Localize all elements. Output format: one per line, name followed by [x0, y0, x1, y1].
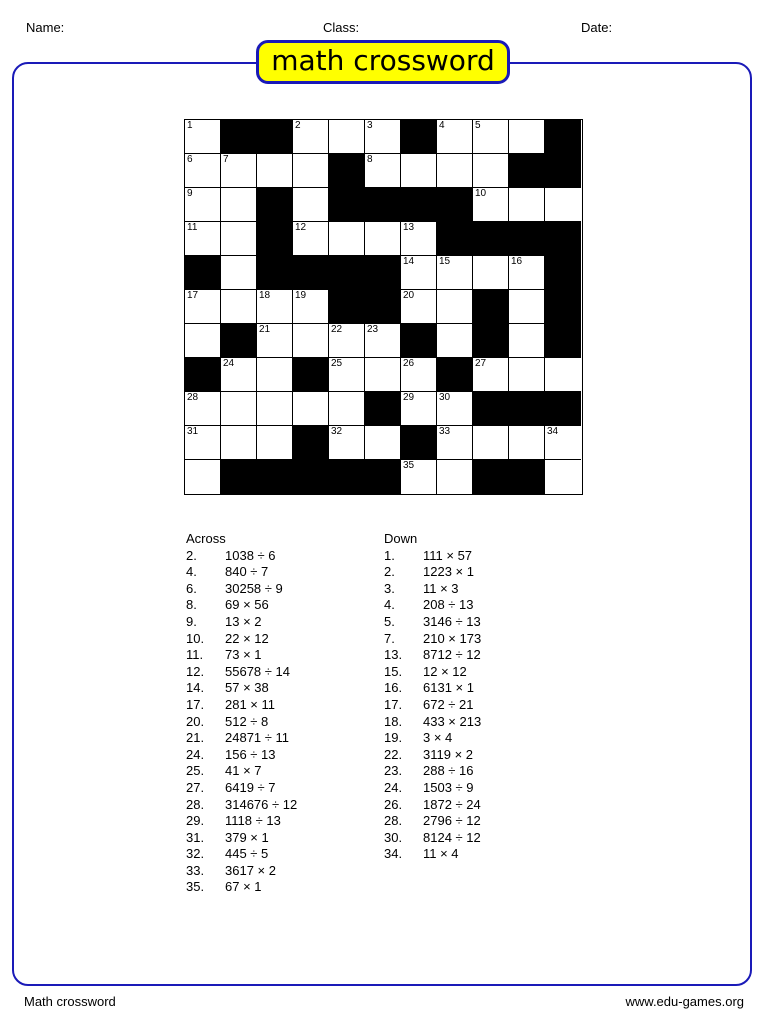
black-cell	[509, 222, 545, 256]
clue-item	[384, 780, 481, 797]
clue-number: 18	[259, 290, 271, 301]
black-cell	[545, 256, 581, 290]
clue-number: 32	[331, 426, 343, 437]
clue-number: 29.	[186, 813, 205, 829]
black-cell	[185, 358, 221, 392]
down-heading: Down	[384, 531, 418, 546]
clue-text: 8712 ÷ 12	[423, 647, 481, 663]
answer-cell[interactable]	[257, 154, 293, 188]
answer-cell[interactable]	[473, 358, 509, 392]
clue-number: 24	[223, 358, 235, 369]
clue-text: 67 × 1	[225, 879, 262, 895]
answer-cell[interactable]	[509, 290, 545, 324]
answer-cell[interactable]	[401, 460, 437, 494]
black-cell	[401, 188, 437, 222]
answer-cell[interactable]	[437, 460, 473, 494]
clue-number: 24.	[384, 779, 403, 795]
clue-item	[384, 631, 481, 648]
clue-number: 11.	[186, 647, 204, 663]
black-cell	[437, 188, 473, 222]
clue-number: 17	[187, 290, 199, 301]
answer-cell[interactable]	[257, 324, 293, 358]
answer-cell[interactable]	[329, 324, 365, 358]
answer-cell[interactable]	[293, 222, 329, 256]
clue-number: 14.	[186, 680, 205, 696]
answer-cell[interactable]	[257, 392, 293, 426]
clue-item	[384, 846, 481, 863]
across-clues	[186, 531, 297, 896]
black-cell	[473, 460, 509, 494]
clue-item	[186, 664, 297, 681]
across-heading: Across	[186, 531, 226, 546]
clue-number: 32.	[186, 846, 205, 862]
answer-cell[interactable]	[221, 256, 257, 290]
clue-item	[186, 680, 297, 697]
clue-number: 25	[331, 358, 343, 369]
clue-text: 73 × 1	[225, 647, 262, 663]
clue-text: 12 × 12	[423, 663, 467, 679]
clue-number: 33.	[186, 862, 205, 878]
black-cell	[293, 426, 329, 460]
clue-number: 4.	[186, 564, 197, 580]
answer-cell[interactable]	[221, 358, 257, 392]
black-cell	[473, 290, 509, 324]
clue-item	[186, 797, 297, 814]
clue-number: 7	[223, 154, 229, 165]
clue-item	[186, 548, 297, 565]
clue-item	[384, 647, 481, 664]
clue-item	[384, 763, 481, 780]
answer-cell[interactable]	[185, 120, 221, 154]
answer-cell[interactable]	[185, 460, 221, 494]
clue-text: 41 × 7	[225, 763, 262, 779]
clue-number: 30.	[384, 829, 403, 845]
clue-number: 17.	[384, 696, 403, 712]
date-label: Date:	[581, 20, 613, 35]
answer-cell[interactable]	[509, 120, 545, 154]
answer-cell[interactable]	[329, 120, 365, 154]
clue-item	[186, 747, 297, 764]
answer-cell[interactable]	[437, 290, 473, 324]
clue-text: 379 × 1	[225, 829, 269, 845]
clue-number: 2.	[186, 547, 197, 563]
black-cell	[437, 358, 473, 392]
answer-cell[interactable]	[437, 154, 473, 188]
clue-text: 1223 × 1	[423, 564, 474, 580]
answer-cell[interactable]	[257, 358, 293, 392]
black-cell	[545, 120, 581, 154]
answer-cell[interactable]	[293, 188, 329, 222]
black-cell	[545, 324, 581, 358]
answer-cell[interactable]	[401, 256, 437, 290]
clue-number: 35	[403, 460, 415, 471]
clue-text: 11 × 4	[423, 846, 459, 862]
answer-cell[interactable]	[221, 188, 257, 222]
clue-number: 28.	[384, 813, 403, 829]
black-cell	[365, 460, 401, 494]
clue-number: 14	[403, 256, 415, 267]
answer-cell[interactable]	[221, 426, 257, 460]
clue-number: 22.	[384, 746, 403, 762]
clue-number: 34.	[384, 846, 403, 862]
clue-number: 8.	[186, 597, 197, 613]
black-cell	[509, 460, 545, 494]
clue-item	[186, 714, 297, 731]
clue-text: 11 × 3	[423, 580, 459, 596]
answer-cell[interactable]	[545, 460, 581, 494]
answer-cell[interactable]	[185, 392, 221, 426]
clue-text: 512 ÷ 8	[225, 713, 269, 729]
answer-cell[interactable]	[437, 256, 473, 290]
black-cell	[545, 290, 581, 324]
clue-text: 672 ÷ 21	[423, 696, 474, 712]
black-cell	[221, 120, 257, 154]
clue-text: 156 ÷ 13	[225, 746, 276, 762]
black-cell	[257, 188, 293, 222]
answer-cell[interactable]	[437, 324, 473, 358]
clue-item	[186, 863, 297, 880]
clue-item	[186, 631, 297, 648]
black-cell	[329, 188, 365, 222]
clue-item	[186, 564, 297, 581]
black-cell	[401, 426, 437, 460]
answer-cell[interactable]	[293, 120, 329, 154]
clue-item	[384, 548, 481, 565]
answer-cell[interactable]	[257, 290, 293, 324]
answer-cell[interactable]	[221, 290, 257, 324]
clue-number: 30	[439, 392, 451, 403]
answer-cell[interactable]	[473, 256, 509, 290]
clue-number: 25.	[186, 763, 205, 779]
clue-item	[186, 730, 297, 747]
clue-number: 19.	[384, 730, 403, 746]
answer-cell[interactable]	[401, 392, 437, 426]
clue-number: 11	[187, 222, 198, 233]
clue-number: 2	[295, 120, 301, 131]
clue-text: 3146 ÷ 13	[423, 613, 481, 629]
clue-number: 20.	[186, 713, 205, 729]
crossword-grid	[184, 119, 583, 495]
answer-cell[interactable]	[221, 392, 257, 426]
black-cell	[437, 222, 473, 256]
answer-cell[interactable]	[293, 392, 329, 426]
answer-cell[interactable]	[293, 290, 329, 324]
clue-number: 29	[403, 392, 415, 403]
clue-number: 9	[187, 188, 193, 199]
clue-number: 26	[403, 358, 415, 369]
answer-cell[interactable]	[221, 222, 257, 256]
down-clues	[384, 531, 481, 863]
answer-cell[interactable]	[509, 324, 545, 358]
clue-text: 55678 ÷ 14	[225, 663, 290, 679]
clue-text: 445 ÷ 5	[225, 846, 269, 862]
black-cell	[365, 188, 401, 222]
clue-number: 27	[475, 358, 487, 369]
answer-cell[interactable]	[293, 154, 329, 188]
answer-cell[interactable]	[509, 358, 545, 392]
answer-cell[interactable]	[185, 426, 221, 460]
footer-title: Math crossword	[24, 994, 116, 1009]
answer-cell[interactable]	[365, 426, 401, 460]
clue-item	[384, 680, 481, 697]
clue-item	[186, 830, 297, 847]
clue-item	[186, 597, 297, 614]
clue-number: 6	[187, 154, 193, 165]
clue-number: 13.	[384, 647, 403, 663]
page-title: math crossword	[256, 40, 510, 84]
clue-text: 24871 ÷ 11	[225, 730, 290, 746]
clue-item	[186, 879, 297, 896]
clue-number: 15.	[384, 663, 403, 679]
clue-text: 1118 ÷ 13	[225, 813, 281, 829]
class-label: Class:	[323, 20, 360, 35]
answer-cell[interactable]	[473, 120, 509, 154]
clue-item	[384, 597, 481, 614]
clue-item	[384, 564, 481, 581]
clue-text: 13 × 2	[225, 613, 262, 629]
black-cell	[545, 154, 581, 188]
clue-text: 288 ÷ 16	[423, 763, 474, 779]
clue-item	[186, 614, 297, 631]
answer-cell[interactable]	[365, 324, 401, 358]
clue-text: 3617 × 2	[225, 862, 276, 878]
clue-text: 1872 ÷ 24	[423, 796, 481, 812]
answer-cell[interactable]	[293, 324, 329, 358]
black-cell	[401, 324, 437, 358]
clue-item	[186, 697, 297, 714]
answer-cell[interactable]	[185, 222, 221, 256]
clue-number: 34	[547, 426, 559, 437]
answer-cell[interactable]	[437, 426, 473, 460]
clue-number: 4	[439, 120, 445, 131]
clue-item	[384, 813, 481, 830]
clue-number: 12.	[186, 663, 205, 679]
clue-text: 1038 ÷ 6	[225, 547, 276, 563]
clue-number: 23.	[384, 763, 403, 779]
clue-number: 19	[295, 290, 307, 301]
clue-number: 2.	[384, 564, 395, 580]
clue-number: 6.	[186, 580, 197, 596]
clue-text: 1503 ÷ 9	[423, 779, 474, 795]
black-cell	[257, 222, 293, 256]
answer-cell[interactable]	[221, 154, 257, 188]
name-label: Name:	[26, 20, 65, 35]
answer-cell[interactable]	[473, 426, 509, 460]
black-cell	[365, 290, 401, 324]
clue-number: 18.	[384, 713, 403, 729]
clue-number: 1.	[384, 547, 395, 563]
clue-text: 6131 × 1	[423, 680, 474, 696]
answer-cell[interactable]	[509, 256, 545, 290]
clue-number: 4.	[384, 597, 395, 613]
answer-cell[interactable]	[473, 188, 509, 222]
clue-number: 16	[511, 256, 523, 267]
clue-number: 23	[367, 324, 379, 335]
footer-url: www.edu-games.org	[625, 994, 744, 1009]
black-cell	[329, 460, 365, 494]
black-cell	[401, 120, 437, 154]
answer-cell[interactable]	[545, 188, 581, 222]
black-cell	[293, 256, 329, 290]
clue-number: 17.	[186, 696, 205, 712]
clue-number: 3	[367, 120, 373, 131]
answer-cell[interactable]	[437, 120, 473, 154]
clue-text: 8124 ÷ 12	[423, 829, 481, 845]
clue-text: 22 × 12	[225, 630, 269, 646]
clue-number: 31	[187, 426, 199, 437]
answer-cell[interactable]	[185, 324, 221, 358]
black-cell	[257, 256, 293, 290]
black-cell	[257, 120, 293, 154]
clue-item	[384, 614, 481, 631]
clue-number: 21.	[186, 730, 205, 746]
clue-number: 31.	[186, 829, 205, 845]
black-cell	[329, 256, 365, 290]
black-cell	[329, 290, 365, 324]
clue-item	[186, 581, 297, 598]
black-cell	[185, 256, 221, 290]
black-cell	[365, 392, 401, 426]
clue-number: 22	[331, 324, 343, 335]
clue-text: 281 × 11	[225, 696, 276, 712]
answer-cell[interactable]	[509, 188, 545, 222]
clue-item	[186, 763, 297, 780]
black-cell	[545, 222, 581, 256]
answer-cell[interactable]	[329, 222, 365, 256]
clue-number: 27.	[186, 779, 205, 795]
answer-cell[interactable]	[185, 290, 221, 324]
clue-number: 28	[187, 392, 199, 403]
black-cell	[221, 324, 257, 358]
answer-cell[interactable]	[509, 426, 545, 460]
answer-cell[interactable]	[401, 222, 437, 256]
answer-cell[interactable]	[401, 154, 437, 188]
clue-number: 5	[475, 120, 481, 131]
clue-text: 433 × 213	[423, 713, 482, 729]
clue-number: 3.	[384, 580, 395, 596]
answer-cell[interactable]	[365, 358, 401, 392]
black-cell	[221, 460, 257, 494]
clue-item	[384, 797, 481, 814]
answer-cell[interactable]	[185, 154, 221, 188]
clue-number: 21	[259, 324, 271, 335]
clue-number: 20	[403, 290, 415, 301]
answer-cell[interactable]	[545, 358, 581, 392]
answer-cell[interactable]	[473, 154, 509, 188]
clue-number: 26.	[384, 796, 403, 812]
clue-number: 5.	[384, 613, 395, 629]
clue-number: 7.	[384, 630, 395, 646]
clue-item	[384, 747, 481, 764]
black-cell	[473, 392, 509, 426]
answer-cell[interactable]	[401, 290, 437, 324]
clue-number: 13	[403, 222, 415, 233]
clue-item	[384, 697, 481, 714]
clue-item	[186, 813, 297, 830]
clue-item	[186, 780, 297, 797]
clue-number: 9.	[186, 613, 197, 629]
clue-item	[186, 846, 297, 863]
clue-text: 57 × 38	[225, 680, 269, 696]
black-cell	[545, 392, 581, 426]
clue-text: 3119 × 2	[423, 746, 474, 762]
clue-text: 3 × 4	[423, 730, 453, 746]
black-cell	[293, 460, 329, 494]
clue-text: 69 × 56	[225, 597, 269, 613]
black-cell	[293, 358, 329, 392]
clue-number: 8	[367, 154, 373, 165]
clue-text: 314676 ÷ 12	[225, 796, 298, 812]
answer-cell[interactable]	[365, 222, 401, 256]
answer-cell[interactable]	[401, 358, 437, 392]
clue-text: 210 × 173	[423, 630, 482, 646]
answer-cell[interactable]	[257, 426, 293, 460]
clue-text: 2796 ÷ 12	[423, 813, 481, 829]
clue-item	[186, 647, 297, 664]
clue-text: 6419 ÷ 7	[225, 779, 276, 795]
black-cell	[509, 392, 545, 426]
clue-number: 35.	[186, 879, 205, 895]
answer-cell[interactable]	[329, 358, 365, 392]
black-cell	[257, 460, 293, 494]
answer-cell[interactable]	[185, 188, 221, 222]
black-cell	[365, 256, 401, 290]
answer-cell[interactable]	[545, 426, 581, 460]
answer-cell[interactable]	[329, 426, 365, 460]
answer-cell[interactable]	[329, 392, 365, 426]
black-cell	[473, 222, 509, 256]
black-cell	[473, 324, 509, 358]
clue-number: 33	[439, 426, 451, 437]
clue-number: 10	[475, 188, 487, 199]
clue-number: 12	[295, 222, 307, 233]
answer-cell[interactable]	[437, 392, 473, 426]
clue-text: 840 ÷ 7	[225, 564, 269, 580]
clue-item	[384, 730, 481, 747]
answer-cell[interactable]	[365, 154, 401, 188]
clue-item	[384, 830, 481, 847]
clue-text: 30258 ÷ 9	[225, 580, 283, 596]
clue-item	[384, 714, 481, 731]
clue-number: 16.	[384, 680, 403, 696]
clue-item	[384, 581, 481, 598]
clue-text: 111 × 57	[423, 547, 473, 563]
clue-text: 208 ÷ 13	[423, 597, 474, 613]
clue-item	[384, 664, 481, 681]
black-cell	[329, 154, 365, 188]
clue-number: 15	[439, 256, 451, 267]
clue-number: 28.	[186, 796, 205, 812]
clue-number: 1	[187, 120, 193, 131]
clue-number: 24.	[186, 746, 205, 762]
answer-cell[interactable]	[365, 120, 401, 154]
clue-number: 10.	[186, 630, 205, 646]
black-cell	[509, 154, 545, 188]
